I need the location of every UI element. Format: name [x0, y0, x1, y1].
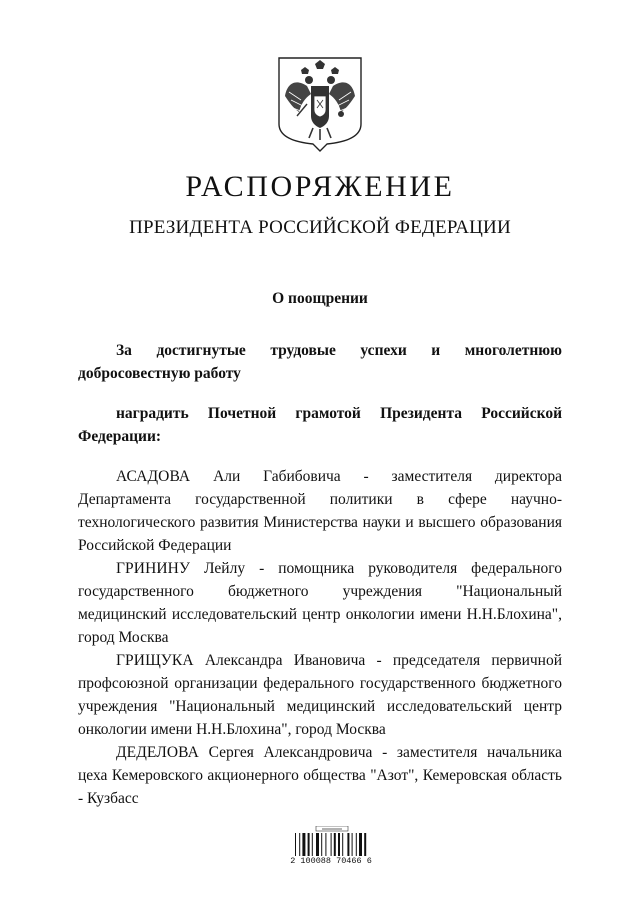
awardee-item: [78, 649, 562, 741]
russian-coat-of-arms-icon: [277, 56, 363, 152]
award-decision: наградить Почетной грамотой Президента Российской Федерации:: [78, 405, 562, 445]
barcode-icon: [294, 826, 370, 856]
awardee-surname: АСАДОВА: [116, 468, 191, 485]
award-grounds: За достигнутые трудовые успехи и многолетнюю добросовестную работу: [78, 342, 562, 382]
awardee-surname: ДЕДЕЛОВА: [116, 744, 199, 761]
document-heading: О поощрении: [272, 290, 368, 307]
awardee-surname: ГРИЩУКА: [116, 652, 194, 669]
document-title: РАСПОРЯЖЕНИЕ: [185, 170, 455, 203]
document-subtitle: ПРЕЗИДЕНТА РОССИЙСКОЙ ФЕДЕРАЦИИ: [129, 217, 511, 238]
awardee-item: [78, 465, 562, 557]
awardees-list: [78, 465, 562, 810]
awardee-surname: ГРИНИНУ: [116, 560, 191, 577]
awardee-item: [78, 557, 562, 649]
awardee-details: Сергея Александровича - заместителя начальника цеха Кемеровского акционерного общества "Азот", Кемеровская область - Кузбасс: [78, 744, 562, 807]
awardee-details: Лейлу - помощника руководителя федерального государственного бюджетного учреждения "Национальный медицинский исследовательский центр онкологии имени Н.Н.Блохина", город Москва: [78, 560, 563, 646]
awardee-details: Али Габибовича - заместителя директора Департамента государственной политики в сфере научно-технологического развития Министерства науки и высшего образования Российской Федерации: [78, 468, 562, 554]
awardee-details: Александра Ивановича - председателя первичной профсоюзной организации федерального государственного бюджетного учреждения "Национальный медицинский исследовательский центр онкологии имени Н.Н.Блохина", город Москва: [78, 652, 562, 738]
barcode-number: 2 100088 70466 6: [290, 856, 372, 866]
barcode: [290, 826, 372, 868]
awardee-item: [78, 741, 562, 810]
